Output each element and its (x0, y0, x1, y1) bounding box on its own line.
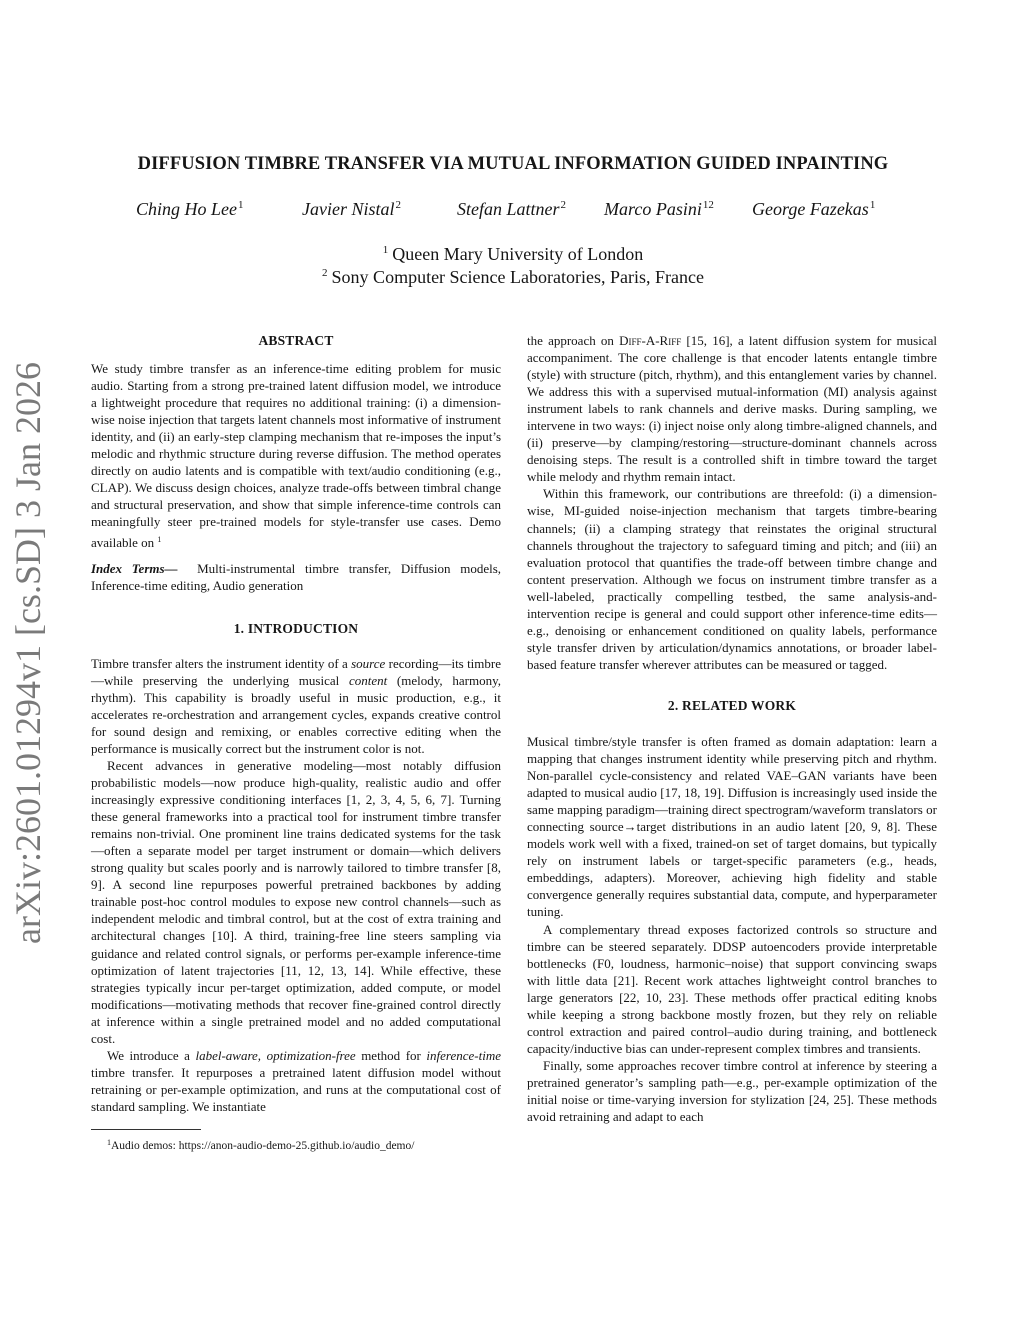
author: George Fazekas$^1$ (752, 199, 876, 219)
affiliation: $^2$ Sony Computer Science Laboratories, Paris, France (322, 267, 704, 287)
author: Marco Pasini$^{12}$ (604, 199, 714, 219)
intro-paragraph: Recent advances in generative modeling—most notably diffusion probabilistic models—now produce high-quality, realistic audio and offer increasingly expressive conditioning interfaces [1, 2, 3, 4, 5, 6, 7]. Turning these general frameworks into a practical tool for instrument timbre transfer remains non-trivial. One prominent line trains dedicated systems for the task—often a separate model per target instrument or domain—which delivers strong quality but scales poorly and is narrowly tailored to timbre transfer [8, 9]. A second line repurposes powerful pretrained backbones by adding trainable post-hoc control modules to expose new control channels—such as independent melodic and timbral control, but at the cost of extra training and architectural changes [10]. A third, training-free line steers sampling via guidance and related control signals, or performs per-example inference-time optimization of latent trajectories [11, 12, 13, 14]. While effective, these strategies typically incur per-target optimization, added compute, or model modifications—motivating methods that recover fine-grained control directly at inference within a single pretrained model and no added computational cost. (91, 757, 501, 1046)
intro-paragraph: Timbre transfer alters the instrument identity of a source recording—its timbre—while preserving the underlying musical content (melody, harmony, rhythm). This capability is broadly useful in music production, e.g., it accelerates re-orchestration and arrangement cycles, expands creative control for sound design and remixing, or enables corrective editing when the performance is musically correct but the instrument color is not. (91, 655, 502, 756)
intro-paragraph: We introduce a label-aware, optimization-free method for inference-time timbre transfer. It repurposes a pretrained latent diffusion model without retraining or per-example optimization, and runs at the computational cost of standard sampling. We instantiate (91, 1047, 501, 1114)
body-paragraph: the approach on Diff-A-Riff [15, 16], a latent diffusion system for musical accompaniment. The core challenge is that encoder latents entangle timbre (style) with structure (pitch, rhythm), and this entanglement varies by channel. We address this with a supervised mutual-information (MI) analysis against instrument labels to rank channels and derive masks. During sampling, we intervene in two ways: (i) inject noise only along timbre-aligned channels, and (ii) preserve—by clamping/restoring—structure-dominant channels across denoising steps. The result is a controlled shift in timbre toward the target while melody and rhythm remain intact. (527, 333, 937, 485)
body-paragraph: A complementary thread exposes factorized controls so structure and timbre can be steered separately. DDSP autoencoders provide interpretable bottlenecks (F0, loudness, harmonic–noise) that support convincing swaps with little data [21]. Recent work attaches lightweight control branches to large generators [22, 10, 23]. These methods offer practical editing knobs while keeping a strong backbone mostly frozen, but they rely on reliable control extraction and paired control–audio during training, and bottleneck capacity/inductive bias can under-represent complex timbres and transients. (527, 921, 937, 1056)
author: Stefan Lattner$^2$ (457, 199, 566, 219)
affiliation: $^1$ Queen Mary University of London (382, 244, 644, 264)
right-column (527, 332, 937, 1125)
related-work-heading: 2. RELATED WORK (667, 697, 797, 713)
abstract-heading: ABSTRACT (258, 333, 334, 348)
introduction-heading: 1. INTRODUCTION (233, 620, 359, 636)
author: Ching Ho Lee$^1$ (136, 199, 244, 219)
body-paragraph: Musical timbre/style transfer is often framed as domain adaptation: learn a mapping that changes instrument identity while preserving pitch and rhythm. Non-parallel cycle-consistency and related VAE–GAN variants have been adapted to musical audio [17, 18, 19]. Diffusion is increasingly used inside the same mapping paradigm—training direct spectrogram/waveform translators or connecting source→target distributions in an audio latent [20, 9, 8]. These models work well with a fixed, trained-on set of target domains, but typically rely on instrument labels or target-specific parameters (e.g., heads, embeddings, adapters). Moreover, achieving high fidelity and stable convergence generally requires substantial data, compute, and hyperparameter tuning. (527, 733, 937, 920)
footnote: $^1$Audio demos: https://anon-audio-demo-25.github.io/audio_demo/ (107, 1137, 415, 1152)
body-paragraph: Within this framework, our contributions are threefold: (i) a dimension-wise, MI-guided noise-injection mechanism that targets timbre-bearing channels; (ii) a clamping strategy that reinstates the original structural channels throughout the trajectory to safeguard timing and pitch; and (iii) an evaluation protocol that quantifies the trade-off between timbre change and content preservation. Although we focus on instrument timbre transfer as a well-labeled, practically compelling testbed, the same analysis-and-intervention recipe is general and could support other inference-time edits—e.g., denoising or enhancement conditioned on quality labels, performance style transfer driven by articulation/dynamics annotations, or broader label-based feature transfer wherever attributes can be measured or tagged. (527, 486, 937, 672)
arxiv-identifier: arXiv:2601.01294v1 [cs.SD] 3 Jan 2026 (8, 362, 48, 944)
author-list (100, 199, 930, 225)
body-paragraph: Finally, some approaches recover timbre control at inference by steering a pretrained generator’s sampling path—e.g., per-example optimization of the initial noise or time-varying inversion for stylization [24, 25]. These methods avoid retraining and adapt to each (527, 1057, 937, 1125)
footnote-divider (91, 1129, 201, 1130)
left-column (91, 332, 501, 1153)
footnote-mark: 1 (157, 534, 162, 544)
abstract-text: We study timbre transfer as an inference-time editing problem for music audio. Starting from a strong pre-trained latent diffusion model, we introduce a lightweight procedure that requires no additional training: (i) a dimension-wise noise injection that targets latent channels most informative of instrument identity, and (ii) an early-step clamping mechanism that re-imposes the input’s melodic and rhythmic structure during reverse diffusion. The method operates directly on audio latents and is compatible with text/audio conditioning (e.g., CLAP). We discuss design choices, analyze trade-offs between timbral change and structural preservation, and show that simple inference-time controls can meaningfully steer pre-trained models for style-transfer use cases. Demo available on $^1$ (91, 361, 501, 550)
author: Javier Nistal$^2$ (302, 199, 401, 219)
index-terms: Index Terms— Multi-instrumental timbre transfer, Diffusion models, Inference-time editing, Audio generation (91, 560, 502, 593)
paper-title: DIFFUSION TIMBRE TRANSFER VIA MUTUAL INFORMATION GUIDED INPAINTING (137, 154, 889, 174)
